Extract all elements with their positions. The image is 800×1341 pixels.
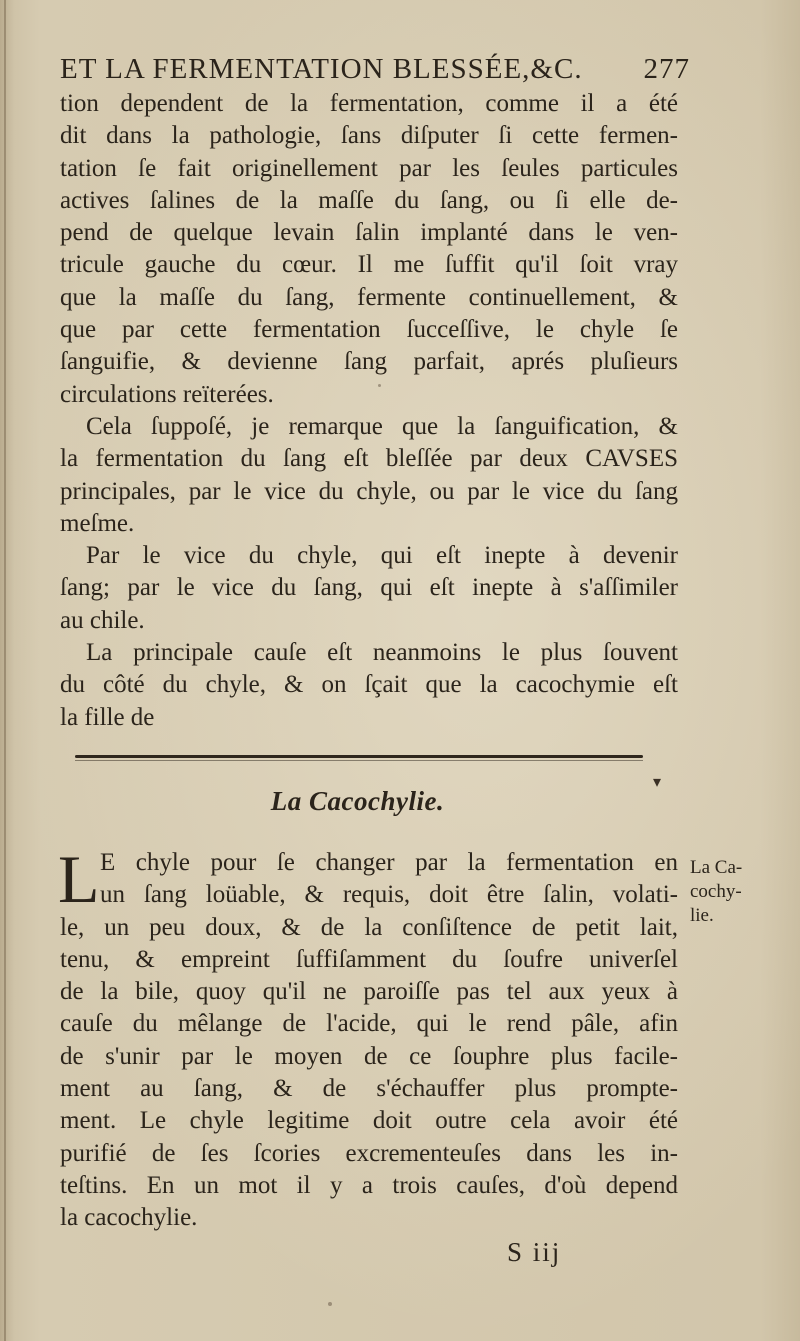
margin-note	[690, 856, 770, 928]
paragraph-3	[60, 540, 678, 637]
running-header	[60, 53, 690, 89]
text-line: actives ſalines de la maſſe du ſang, ou ſi elle de-	[60, 186, 678, 214]
text-line: la fille de	[60, 703, 155, 731]
section-title: La Cacochylie.	[270, 786, 445, 816]
paper-speck	[378, 384, 381, 387]
text-line: le, un peu doux, & de la conſiſtence de petit lait,	[60, 913, 678, 941]
section-divider	[75, 755, 643, 758]
paragraph-4	[60, 637, 678, 734]
margin-note-line: cochy-	[690, 881, 742, 902]
text-line: pend de quelque levain ſalin implanté dans le ven-	[60, 219, 678, 247]
text-line: ment. Le chyle legitime doit outre cela avoir été	[60, 1107, 678, 1135]
text-line: circulations reïterées.	[60, 380, 274, 408]
text-line: ſanguifie, & devienne ſang parfait, aprés pluſieurs	[60, 348, 678, 376]
text-line: du côté du chyle, & on ſçait que la cacochymie eſt	[60, 671, 678, 699]
text-line: que la maſſe du ſang, fermente continuellement, &	[60, 283, 678, 311]
text-line: tation ſe fait originellement par les ſeules particules	[60, 154, 678, 182]
text-line: cauſe du mêlange de l'acide, qui le rend pâle, afin	[60, 1010, 678, 1038]
text-line: la cacochylie.	[60, 1204, 198, 1232]
text-line: que par cette fermentation ſucceſſive, le chyle ſe	[60, 316, 678, 344]
text-line: teſtins. En un mot il y a trois cauſes, d'où depend	[60, 1171, 678, 1199]
section-paragraph	[58, 841, 678, 1235]
text-line: Par le vice du chyle, qui eſt inepte à devenir	[86, 542, 678, 569]
text-line: la fermentation du ſang eſt bleſſée par deux CAVSES	[60, 445, 678, 473]
drop-cap: L	[58, 841, 100, 917]
text-line: de s'unir par le moyen de ce ſouphre plus facile-	[60, 1042, 678, 1070]
section-divider-shadow	[75, 760, 643, 761]
paper-speck	[328, 1302, 332, 1306]
paragraph-2	[60, 411, 678, 540]
text-line: Cela ſuppoſé, je remarque que la ſanguification, &	[86, 413, 678, 440]
text-line: dit dans la pathologie, ſans diſputer ſi cette fermen-	[60, 122, 678, 150]
text-line: tion dependent de la fermentation, comme il a été	[60, 90, 678, 117]
margin-note-line: lie.	[690, 905, 714, 926]
page-gutter	[4, 0, 6, 1341]
text-line: La principale cauſe eſt neanmoins le plus ſouvent	[86, 639, 678, 666]
text-line: de la bile, quoy qu'il ne paroiſſe pas tel aux yeux à	[60, 978, 678, 1006]
text-line: au chile.	[60, 606, 145, 634]
text-line: tenu, & empreint ſuffiſamment du ſoufre univerſel	[60, 945, 678, 973]
paragraph-1	[60, 88, 678, 411]
running-title: ET LA FERMENTATION BLESSÉE,&C.	[60, 53, 583, 85]
text-line: tricule gauche du cœur. Il me ſuffit qu'il ſoit vray	[60, 251, 678, 279]
text-line: un ſang loüable, & requis, doit être ſalin, volati-	[100, 881, 678, 909]
text-line: ſang; par le vice du ſang, qui eſt inepte à s'aſſimiler	[60, 574, 678, 602]
text-line: meſme.	[60, 509, 135, 537]
margin-note-line: La Ca-	[690, 857, 743, 878]
text-line: ment au ſang, & de s'échauffer plus prompte-	[60, 1075, 678, 1103]
text-line: purifié de ſes ſcories excrementeuſes dans les in-	[60, 1139, 678, 1167]
text-line: E chyle pour ſe changer par la fermentation en	[100, 849, 678, 876]
text-line: principales, par le vice du chyle, ou par le vice du ſang	[60, 477, 678, 505]
printer-mark-icon: ▾	[653, 772, 662, 791]
signature-mark: S iij	[507, 1237, 562, 1267]
page-number: 277	[643, 53, 690, 85]
